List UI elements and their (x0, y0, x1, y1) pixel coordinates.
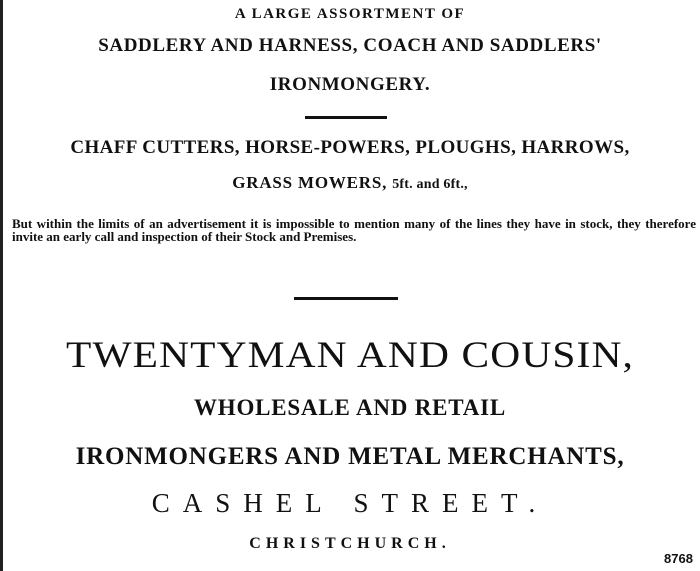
city-name: CHRISTCHURCH. (249, 535, 451, 552)
mowers-line (0, 173, 700, 193)
heading-ironmongery: IRONMONGERY. (269, 74, 431, 95)
ad-number: 8768 (664, 551, 693, 566)
products-line: CHAFF CUTTERS, HORSE-POWERS, PLOUGHS, HARROWS, (70, 137, 630, 158)
occupation-line: IRONMONGERS AND METAL MERCHANTS, (75, 443, 625, 470)
divider-rule-top (305, 116, 387, 119)
heading-saddlery: SADDLERY AND HARNESS, COACH AND SADDLERS' (98, 35, 602, 56)
body-paragraph: But within the limits of an advertisement it is impossible to mention many of the lines they have in stock, they therefore invite an early call and inspection of their Stock and Premises. (12, 216, 696, 244)
street-address: CASHEL STREET. (151, 488, 549, 518)
firm-name: TWENTYMAN AND COUSIN, (66, 335, 634, 376)
divider-rule-bottom (294, 297, 398, 300)
mowers-main: GRASS MOWERS, (232, 173, 388, 192)
heading-assortment: A LARGE ASSORTMENT OF (234, 6, 466, 22)
trade-type: WHOLESALE AND RETAIL (193, 395, 507, 420)
mowers-sizes: 5ft. and 6ft., (392, 177, 468, 192)
